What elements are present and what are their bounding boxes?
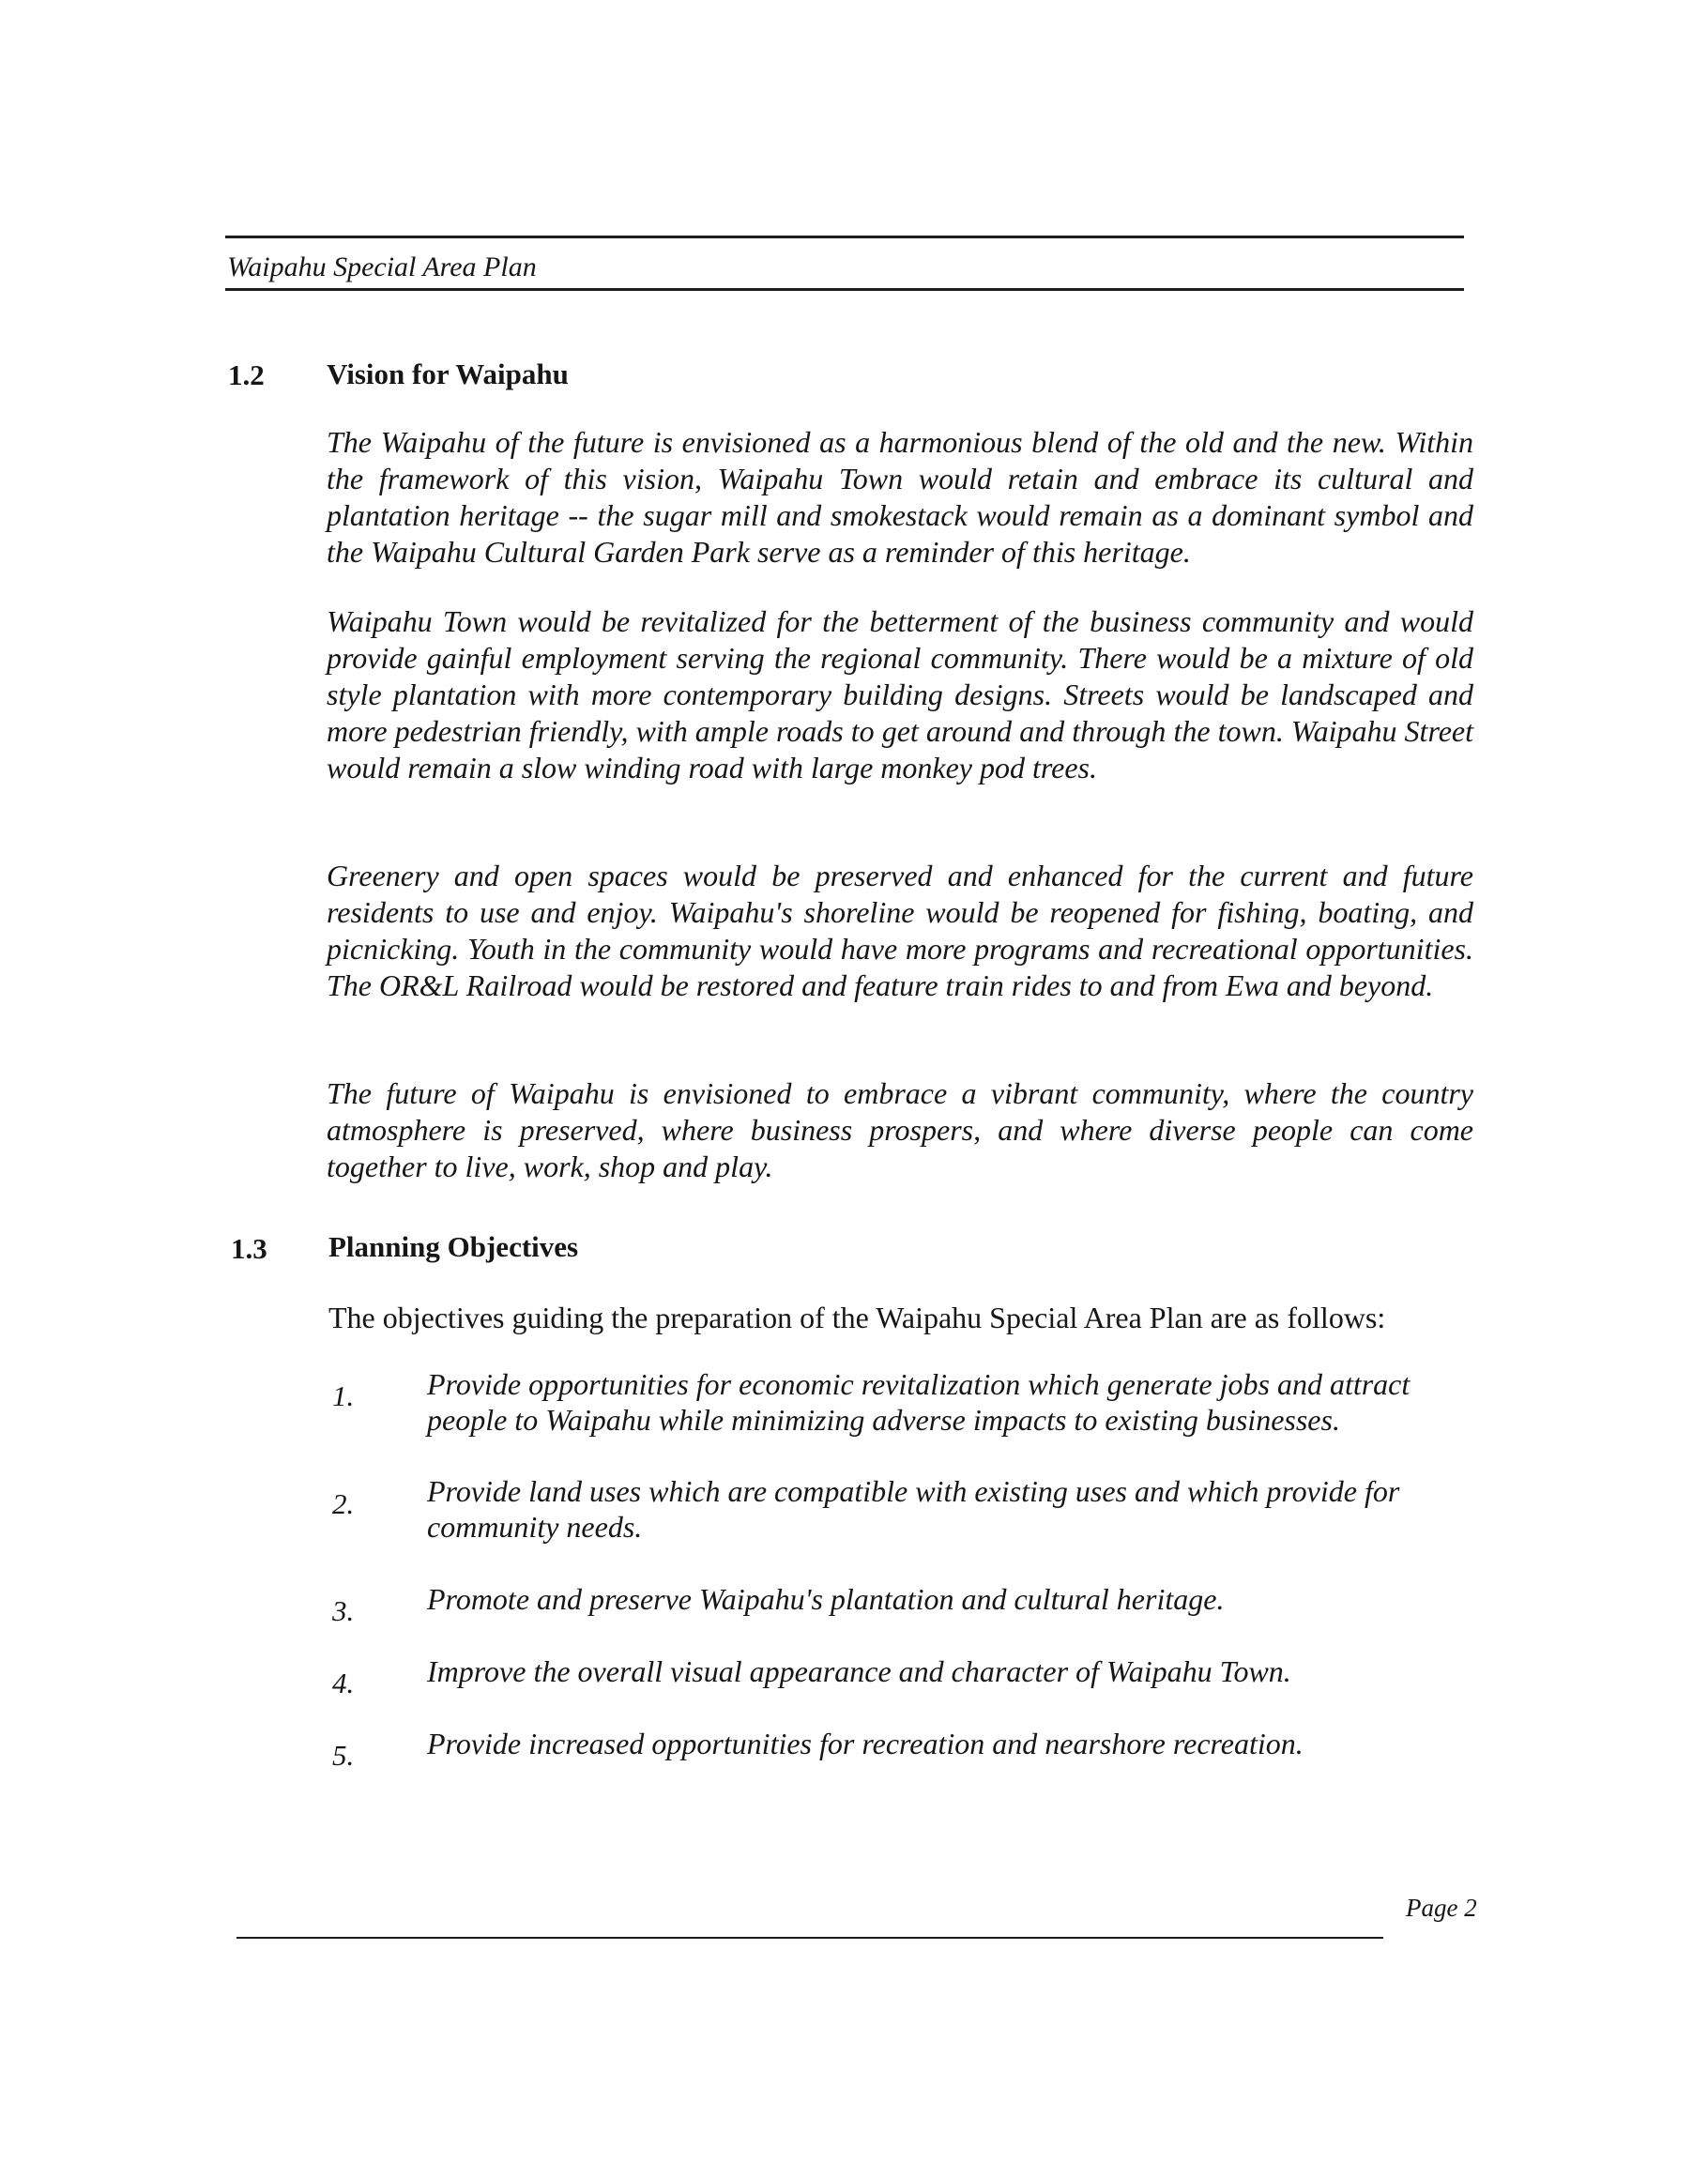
page-number: Page 2 [1406,1894,1477,1922]
running-header-title: Waipahu Special Area Plan [227,251,537,282]
header-rule-bottom [225,288,1464,291]
section-number: 1.2 [228,358,265,391]
vision-paragraph: Waipahu Town would be revitalized for the betterment of the business community and would provide gainful employment serving the regional community. There would be a mixture of old style plantation with more contemporary building designs. Streets would be landscaped and more pedestrian friendly, with ample roads to get around and through the town. Waipahu Street would remain a slow winding road with large monkey pod trees. [327,604,1473,784]
objective-text: Provide increased opportunities for recreation and nearshore recreation. [427,1727,1304,1760]
objectives-intro: The objectives guiding the preparation of the Waipahu Special Area Plan are as follows: [328,1301,1386,1334]
objective-number: 2. [332,1487,355,1520]
section-title-objectives: Planning Objectives [328,1230,579,1263]
header-rule-top [225,236,1464,238]
objective-number: 1. [332,1379,355,1412]
objective-number: 5. [332,1739,355,1772]
vision-paragraph: Greenery and open spaces would be preserved and enhanced for the current and future residents to use and enjoy. Waipahu's shoreline would be reopened for fishing, boating, and picnicking. Youth in the community would have more programs and recreational opportunities. The OR&L Railroad would be restored and feature train rides to and from Ewa and beyond. [327,859,1473,1002]
objective-number: 3. [332,1594,355,1627]
section-number: 1.3 [231,1232,267,1265]
vision-paragraph: The future of Waipahu is envisioned to embrace a vibrant community, where the country atmosphere is preserved, where business prospers, and where diverse people can come together to live, work, shop and play. [327,1076,1473,1183]
footer-rule [236,1937,1383,1939]
objective-text: Provide land uses which are compatible with existing uses and which provide for community needs. [427,1474,1400,1544]
objective-text: Improve the overall visual appearance and character of Waipahu Town. [427,1654,1291,1688]
vision-paragraph: The Waipahu of the future is envisioned as a harmonious blend of the old and the new. Within the framework of this vision, Waipahu Town would retain and embrace its cultural and plantation heritage -- the sugar mill and smokestack would remain as a dominant symbol and the Waipahu Cultural Garden Park serve as a reminder of this heritage. [327,425,1473,569]
objective-number: 4. [332,1667,355,1699]
section-title-vision: Vision for Waipahu [327,358,569,390]
objective-text: Provide opportunities for economic revitalization which generate jobs and attract people to Waipahu while minimizing adverse impacts to existing businesses. [427,1367,1411,1437]
objective-text: Promote and preserve Waipahu's plantation and cultural heritage. [427,1582,1225,1616]
